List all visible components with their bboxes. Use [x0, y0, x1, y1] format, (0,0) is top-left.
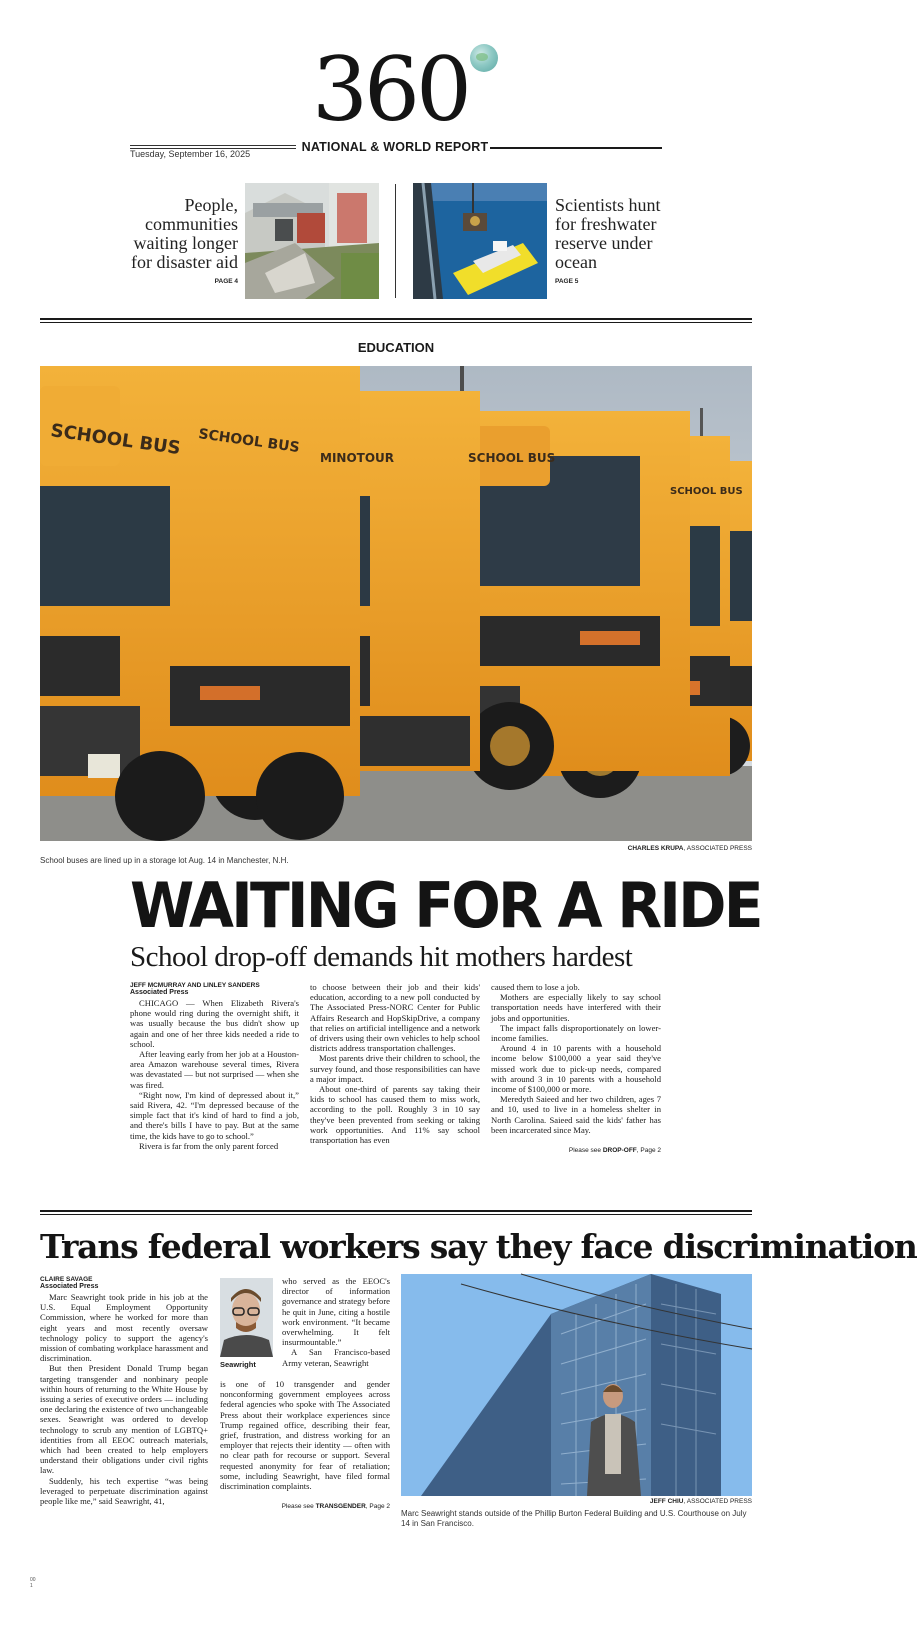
school-buses-photo [40, 366, 752, 841]
teaser-headline: People, communities waiting longer for disaster aid [131, 195, 238, 272]
masthead-rule-right [490, 147, 662, 149]
page-folio: 00 1 [30, 1577, 36, 1589]
article-body: Marc Seawright took pride in his job at the U.S. Equal Employment Opportunity Commission, where he worked for more than eight years and most recently oversaw technology policy to support the agency's mission of combating workplace harassment and discrimination. But then President Donald Trump began targeting transgender and nonbinary people within hours of returning to the White House by issuing a series of executive orders — including one declaring the existence of two unchangeable sexes. Seawright was ordered to develop technology to scrub any mention of LGBTQ+ identities from all EEOC outreach materials, which had been created to help employers understand their obligations under civil rights law. Suddenly, his tech expertise “was being leveraged to perpetuate discrimination against people like me,” said Seawright, 41, [40, 1292, 208, 1507]
continued-jump-link[interactable]: Please see DROP-OFF, Page 2 [568, 1147, 661, 1155]
teaser-divider [395, 184, 396, 298]
lead-deck: School drop-off demands hit mothers hardest [130, 941, 633, 973]
ocean-rig-illustration [413, 183, 547, 299]
teaser-page-ref: PAGE 5 [555, 278, 579, 285]
second-column-2 [220, 1379, 390, 1510]
lead-column-3 [491, 982, 661, 1154]
bus-sign-5: SCHOOL BUS [670, 486, 743, 497]
bus-sign-2: SCHOOL BUS [197, 426, 301, 457]
section-double-rule [40, 318, 752, 323]
issue-date: Tuesday, September 16, 2025 [130, 149, 251, 159]
ruined-house-photo [245, 183, 379, 299]
article-body: is one of 10 transgender and gender nonconforming government employees across federal agencies who spoke with The Associated Press about their workplace experiences since Trump regained office, describing their fear, grief, frustration, and distress working for an employer that rejects their identity — often with no clear path for recourse or support. Several requested anonymity for fear of retaliation; some, including Seawright, have filed formal discrimination complaints. [220, 1379, 390, 1492]
article-body: who served as the EEOC's director of information governance and strategy before he quit in June, citing a hostile work environment. “It became overwhelming. It felt insurmountable.” A San Francisco-based Army veteran, Seawright [282, 1276, 390, 1368]
section-name: NATIONAL & WORLD REPORT [301, 140, 489, 154]
teaser-freshwater[interactable] [555, 196, 685, 285]
seawright-portrait [220, 1278, 273, 1357]
agency: Associated Press [40, 1283, 99, 1290]
photo-credit: CHARLES KRUPA, ASSOCIATED PRESS [627, 845, 752, 852]
story-kicker: EDUCATION [357, 340, 435, 355]
teaser-headline: Scientists hunt for freshwater reserve under ocean [555, 195, 661, 272]
second-column-1 [40, 1276, 208, 1506]
second-column-2-top [282, 1276, 390, 1368]
photo-caption: School buses are lined up in a storage lot Aug. 14 in Manchester, N.H. [40, 856, 289, 865]
photo-credit: JEFF CHIU, ASSOCIATED PRESS [649, 1498, 752, 1505]
section-double-rule-2 [40, 1210, 752, 1215]
article-body: CHICAGO — When Elizabeth Rivera's phone would ring during the overnight shift, it was usually because the bus didn't show up again and one of her three kids needed a ride to school. After leaving early from her job at a Houston-area Amazon warehouse several times, Rivera was devastated — but not surprised — when she was fired. “Right now, I'm kind of depressed about it,” said Rivera, 42. “I'm depressed because of the simple fact that it's kind of hard to find a job, and there's bills I have to pay. But at the same time, the kids have to go to school.” Rivera is far from the only parent forced [130, 998, 299, 1151]
portrait-label: Seawright [220, 1360, 256, 1369]
article-body: to choose between their job and their kids' education, according to a new poll conducted by The Associated Press-NORC Center for Public Affairs Research and HopSkipDrive, a company that relies on artificial intelligence and a network of drivers using their own vehicles to help school districts address transportation challenges. Most parents drive their children to school, the survey found, and those responsibilities can have a major impact. About one-third of parents say taking their kids to school has caused them to miss work, according to the poll. Roughly 3 in 10 say they've been prevented from seeking or taking work opportunities. And 11% say school transportation has even [310, 982, 480, 1146]
bus-sign-3: MINOTOUR [320, 451, 395, 465]
masthead-rule-left [130, 145, 296, 146]
ruined-house-illustration [245, 183, 379, 299]
article-body: caused them to lose a job. Mothers are especially likely to say school transportation needs have interfered with their jobs and opportunities. The impact falls disproportionately on lower-income families. Around 4 in 10 parents with a household income below $100,000 a year said they've missed work due to pick-up needs, compared with around 3 in 10 parents with a household income of $100,000 or more. Meredyth Saieed and her two children, ages 7 and 10, used to live in a homeless shelter in North Carolina. Saieed said the kids' father has been incarcerated since May. [491, 982, 661, 1135]
agency: Associated Press [130, 989, 189, 996]
bus-sign-4: SCHOOL BUS [468, 451, 556, 465]
byline: JEFF MCMURRAY AND LINLEY SANDERS [130, 982, 260, 989]
portrait-illustration [220, 1278, 273, 1357]
photo-caption: Marc Seawright stands outside of the Phillip Burton Federal Building and U.S. Courthouse on July 14 in San Francisco. [401, 1509, 747, 1528]
bus-sign-1: SCHOOL BUS [49, 420, 182, 460]
masthead-logo: 360 [312, 38, 468, 141]
school-buses-illustration [40, 366, 752, 841]
lead-headline[interactable]: WAITING FOR A RIDE [130, 869, 761, 942]
teaser-page-ref: PAGE 4 [214, 278, 238, 285]
byline: CLAIRE SAVAGE [40, 1276, 93, 1283]
continued-jump-link[interactable]: Please see TRANSGENDER, Page 2 [281, 1503, 390, 1511]
second-headline[interactable]: Trans federal workers say they face discrimination [40, 1227, 917, 1266]
lead-column-2 [310, 982, 480, 1145]
globe-logo-icon [470, 44, 498, 72]
federal-building-photo [401, 1274, 752, 1496]
federal-building-illustration [401, 1274, 752, 1496]
ocean-rig-photo [413, 183, 547, 299]
teaser-disaster-aid[interactable] [120, 196, 238, 285]
lead-column-1 [130, 982, 299, 1151]
